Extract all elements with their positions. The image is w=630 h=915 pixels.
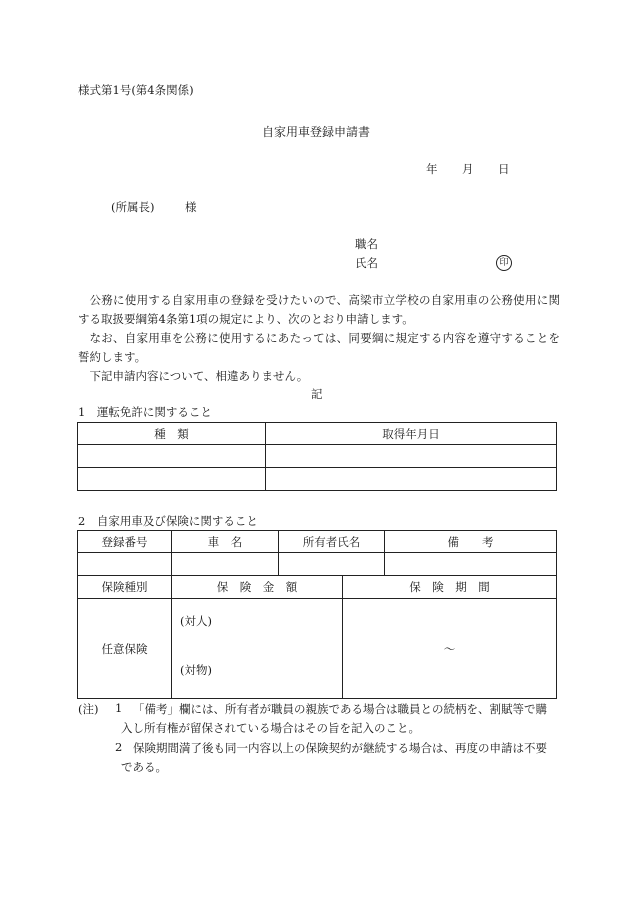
- name-label: 氏名: [355, 256, 378, 270]
- header-insurance-period: 保 険 期 間: [343, 576, 557, 599]
- date-day: 日: [498, 162, 510, 176]
- vehicle-insurance-table: [77, 530, 557, 699]
- per-property-label: (対物): [172, 643, 343, 699]
- per-person-label: (対人): [172, 599, 343, 643]
- note-2-line-1: 保険期間満了後も同一内容以上の保険契約が継続する場合は、再度の申請は不要: [133, 741, 547, 755]
- seal-mark: 印: [496, 255, 512, 271]
- license-date-cell[interactable]: [266, 445, 557, 468]
- license-date-cell[interactable]: [266, 468, 557, 491]
- note-2-line-2: である。: [121, 760, 167, 774]
- header-license-date: 取得年月日: [266, 423, 557, 445]
- ki-mark: 記: [311, 387, 323, 401]
- license-type-cell[interactable]: [78, 468, 266, 491]
- car-name-cell[interactable]: [172, 553, 279, 576]
- body-paragraph-3: 下記申請内容について、相違ありません。: [89, 369, 309, 383]
- header-car-name: 車 名: [172, 531, 279, 553]
- header-owner-name: 所有者氏名: [279, 531, 385, 553]
- header-license-type: 種 類: [78, 423, 266, 445]
- addressee-label: (所属長): [111, 200, 155, 214]
- body-paragraph-1: 公務に使用する自家用車の登録を受けたいので、高梁市立学校の自家用車の公務使用に関する取扱要綱第4条第1項の規定により、次のとおり申請します。: [78, 293, 560, 326]
- note-2-number: 2: [115, 740, 123, 754]
- note-1-line-1: 「備考」欄には、所有者が職員の親族である場合は職員との続柄を、割賦等で購: [133, 702, 547, 716]
- insurance-period-tilde: ～: [343, 599, 557, 699]
- document-title: 自家用車登録申請書: [262, 125, 371, 139]
- registration-number-cell[interactable]: [78, 553, 172, 576]
- license-table: [77, 422, 557, 491]
- header-insurance-amount: 保 険 金 額: [172, 576, 343, 599]
- license-type-cell[interactable]: [78, 445, 266, 468]
- position-label: 職名: [355, 237, 378, 251]
- header-registration-number: 登録番号: [78, 531, 172, 553]
- header-remarks: 備 考: [385, 531, 557, 553]
- remarks-cell[interactable]: [385, 553, 557, 576]
- section1-heading: 1 運転免許に関すること: [78, 405, 212, 419]
- section2-heading: 2 自家用車及び保険に関すること: [78, 514, 258, 528]
- date-month: 月: [462, 162, 474, 176]
- header-insurance-type: 保険種別: [78, 576, 172, 599]
- note-1-line-2: 入し所有権が留保されている場合はその旨を記入のこと。: [121, 721, 420, 735]
- addressee-sama: 様: [185, 200, 197, 214]
- note-1-number: 1: [115, 701, 123, 715]
- form-number: 様式第1号(第4条関係): [78, 83, 194, 97]
- date-year: 年: [426, 162, 438, 176]
- notes-label: (注): [78, 702, 99, 716]
- body-paragraph-2: なお、自家用車を公務に使用するにあたっては、同要綱に規定する内容を遵守することを誓約します。: [78, 331, 560, 364]
- insurance-kind: 任意保険: [78, 599, 172, 699]
- owner-name-cell[interactable]: [279, 553, 385, 576]
